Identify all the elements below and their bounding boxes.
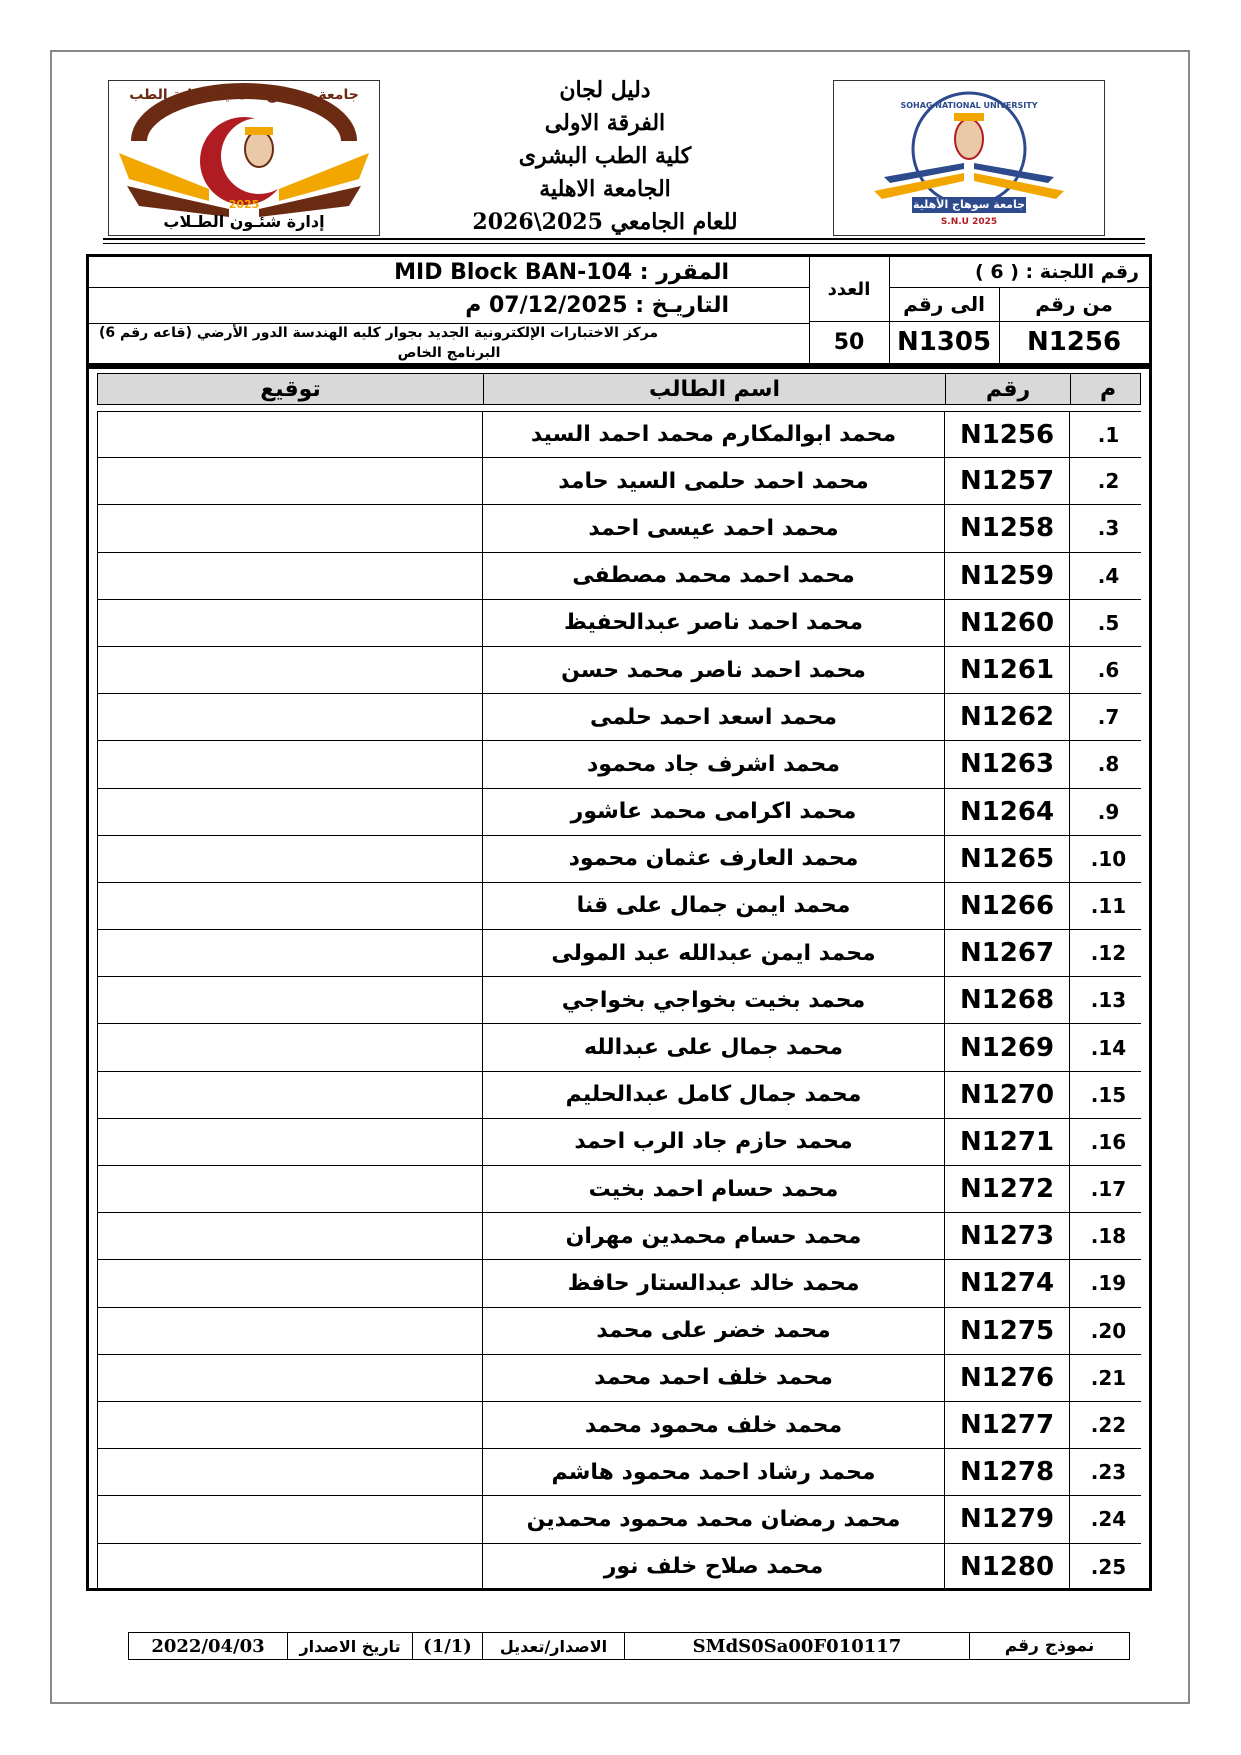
student-id: N1261 <box>944 647 1069 693</box>
table-header <box>97 373 1141 405</box>
table-row <box>97 553 1141 600</box>
signature-cell[interactable] <box>97 1166 482 1212</box>
header-divider <box>103 243 1145 244</box>
student-name: محمد جمال على عبدالله <box>482 1024 944 1070</box>
table-row <box>97 1308 1141 1355</box>
document-title <box>400 74 810 239</box>
program-name: البرنامج الخاص <box>397 345 501 361</box>
table-body <box>97 411 1141 1591</box>
faculty-logo-text: جامعة سوهاج الأهلية - كلية الطب <box>129 87 359 103</box>
signature-cell[interactable] <box>97 930 482 976</box>
student-name: محمد اشرف جاد محمود <box>482 741 944 787</box>
from-number-value: N1256 <box>1026 327 1122 357</box>
serial-number: .15 <box>1069 1072 1147 1118</box>
table-row <box>97 977 1141 1024</box>
table-row <box>97 1496 1141 1543</box>
form-number-label: نموذج رقم <box>969 1633 1129 1659</box>
student-name: محمد ايمن جمال على قنا <box>482 883 944 929</box>
student-id: N1275 <box>944 1308 1069 1354</box>
form-footer <box>128 1632 1130 1660</box>
serial-number: .11 <box>1069 883 1147 929</box>
serial-number: .25 <box>1069 1544 1147 1590</box>
student-id: N1272 <box>944 1166 1069 1212</box>
university-logo <box>833 80 1105 236</box>
serial-number: .1 <box>1069 412 1147 457</box>
student-id: N1268 <box>944 977 1069 1023</box>
student-id: N1258 <box>944 505 1069 551</box>
serial-number: .2 <box>1069 458 1147 504</box>
table-row <box>97 600 1141 647</box>
to-number-value: N1305 <box>896 327 992 357</box>
signature-cell[interactable] <box>97 789 482 835</box>
count-label: العدد <box>827 278 871 300</box>
student-name: محمد جمال كامل عبدالحليم <box>482 1072 944 1118</box>
student-name: محمد حسام محمدين مهران <box>482 1213 944 1259</box>
student-name: محمد بخيت بخواجي بخواجي <box>482 977 944 1023</box>
signature-cell[interactable] <box>97 1355 482 1401</box>
serial-number: .21 <box>1069 1355 1147 1401</box>
header-signature: توقيع <box>260 376 321 402</box>
student-name: محمد احمد عيسى احمد <box>482 505 944 551</box>
signature-cell[interactable] <box>97 1024 482 1070</box>
issue-date-value: 2022/04/03 <box>151 1635 265 1657</box>
header-student-id: رقم <box>945 374 1070 404</box>
signature-cell[interactable] <box>97 1449 482 1495</box>
student-id: N1269 <box>944 1024 1069 1070</box>
serial-number: .20 <box>1069 1308 1147 1354</box>
faculty-logo-year: 2025 <box>228 198 260 211</box>
signature-cell[interactable] <box>97 977 482 1023</box>
student-name: محمد ايمن عبدالله عبد المولى <box>482 930 944 976</box>
student-name: محمد حازم جاد الرب احمد <box>482 1119 944 1165</box>
student-name: محمد العارف عثمان محمود <box>482 836 944 882</box>
student-id: N1267 <box>944 930 1069 976</box>
title-line: كلية الطب البشرى <box>518 143 692 169</box>
student-name: محمد احمد محمد مصطفى <box>482 553 944 599</box>
exam-info-box <box>86 254 1152 366</box>
serial-number: .22 <box>1069 1402 1147 1448</box>
student-name: محمد خلف احمد محمد <box>482 1355 944 1401</box>
table-row <box>97 1260 1141 1307</box>
student-id: N1270 <box>944 1072 1069 1118</box>
signature-cell[interactable] <box>97 505 482 551</box>
table-row <box>97 883 1141 930</box>
table-row <box>97 1544 1141 1591</box>
faculty-logo <box>108 80 380 236</box>
table-row <box>97 836 1141 883</box>
signature-cell[interactable] <box>97 647 482 693</box>
student-name: محمد حسام احمد بخيت <box>482 1166 944 1212</box>
student-id: N1264 <box>944 789 1069 835</box>
signature-cell[interactable] <box>97 1308 482 1354</box>
university-logo-caption: جامعة سوهاج الأهلية <box>912 198 1026 211</box>
serial-number: .24 <box>1069 1496 1147 1542</box>
student-name: محمد خلف محمود محمد <box>482 1402 944 1448</box>
serial-number: .17 <box>1069 1166 1147 1212</box>
university-logo-text: SOHAG NATIONAL UNIVERSITY <box>900 101 1038 110</box>
signature-cell[interactable] <box>97 553 482 599</box>
signature-cell[interactable] <box>97 458 482 504</box>
student-name: محمد خالد عبدالستار حافظ <box>482 1260 944 1306</box>
student-name: محمد احمد حلمى السيد حامد <box>482 458 944 504</box>
serial-number: .6 <box>1069 647 1147 693</box>
student-name: محمد خضر على محمد <box>482 1308 944 1354</box>
serial-number: .9 <box>1069 789 1147 835</box>
signature-cell[interactable] <box>97 600 482 646</box>
signature-cell[interactable] <box>97 412 482 457</box>
student-id: N1256 <box>944 412 1069 457</box>
student-name: محمد اكرامى محمد عاشور <box>482 789 944 835</box>
student-id: N1260 <box>944 600 1069 646</box>
form-number-value: SMdS0Sa00F010117 <box>624 1633 969 1659</box>
student-id: N1259 <box>944 553 1069 599</box>
signature-cell[interactable] <box>97 836 482 882</box>
signature-cell[interactable] <box>97 1119 482 1165</box>
count-value: 50 <box>833 329 865 355</box>
signature-cell[interactable] <box>97 741 482 787</box>
header-serial: م <box>1070 374 1145 404</box>
version-label: الاصدار/تعديل <box>482 1633 624 1659</box>
serial-number: .18 <box>1069 1213 1147 1259</box>
table-row <box>97 1119 1141 1166</box>
serial-number: .12 <box>1069 930 1147 976</box>
student-name: محمد احمد ناصر محمد حسن <box>482 647 944 693</box>
student-name: محمد رمضان محمد محمود محمدين <box>482 1496 944 1542</box>
exam-location: مركز الاختبارات الإلكترونية الجديد بجوار كليه الهندسة الدور الأرضي (قاعه رقم 6) <box>99 325 659 341</box>
course-name: المقرر : MID Block BAN-104 <box>394 259 729 285</box>
table-row <box>97 1355 1141 1402</box>
signature-cell[interactable] <box>97 883 482 929</box>
student-id: N1265 <box>944 836 1069 882</box>
title-line: الفرقة الاولى <box>544 110 666 136</box>
university-logo-sub: S.N.U 2025 <box>940 217 998 227</box>
student-name: محمد رشاد احمد محمود هاشم <box>482 1449 944 1495</box>
student-name: محمد صلاح خلف نور <box>482 1544 944 1590</box>
serial-number: .13 <box>1069 977 1147 1023</box>
student-id: N1257 <box>944 458 1069 504</box>
serial-number: .23 <box>1069 1449 1147 1495</box>
student-table <box>86 366 1152 1591</box>
table-row <box>97 741 1141 788</box>
serial-number: .5 <box>1069 600 1147 646</box>
table-row <box>97 505 1141 552</box>
table-row <box>97 1166 1141 1213</box>
student-id: N1271 <box>944 1119 1069 1165</box>
serial-number: .7 <box>1069 694 1147 740</box>
student-id: N1278 <box>944 1449 1069 1495</box>
student-id: N1262 <box>944 694 1069 740</box>
serial-number: .3 <box>1069 505 1147 551</box>
student-id: N1263 <box>944 741 1069 787</box>
student-id: N1279 <box>944 1496 1069 1542</box>
signature-cell[interactable] <box>97 1496 482 1542</box>
student-name: محمد ابوالمكارم محمد احمد السيد <box>482 412 944 457</box>
student-id: N1280 <box>944 1544 1069 1590</box>
table-row <box>97 789 1141 836</box>
table-row <box>97 1449 1141 1496</box>
header-student-name: اسم الطالب <box>483 374 945 404</box>
student-id: N1277 <box>944 1402 1069 1448</box>
header-divider <box>103 238 1145 240</box>
student-id: N1274 <box>944 1260 1069 1306</box>
version-value: (1/1) <box>412 1633 482 1659</box>
signature-cell[interactable] <box>97 1213 482 1259</box>
title-line: للعام الجامعي 2025\2026 <box>472 209 738 235</box>
signature-cell[interactable] <box>97 1260 482 1306</box>
student-affairs-caption: إدارة شئـون الطـلاب <box>163 212 325 231</box>
table-row <box>97 647 1141 694</box>
student-id: N1266 <box>944 883 1069 929</box>
table-row <box>97 458 1141 505</box>
table-row <box>97 1072 1141 1119</box>
table-row <box>97 930 1141 977</box>
serial-number: .19 <box>1069 1260 1147 1306</box>
table-row <box>97 1024 1141 1071</box>
student-name: محمد احمد ناصر عبدالحفيظ <box>482 600 944 646</box>
student-name: محمد اسعد احمد حلمى <box>482 694 944 740</box>
serial-number: .14 <box>1069 1024 1147 1070</box>
signature-cell[interactable] <box>97 1402 482 1448</box>
serial-number: .4 <box>1069 553 1147 599</box>
student-id: N1276 <box>944 1355 1069 1401</box>
table-row <box>97 1402 1141 1449</box>
title-line: دليل لجان <box>559 77 651 103</box>
serial-number: .8 <box>1069 741 1147 787</box>
issue-date-label: تاريخ الاصدار <box>287 1633 412 1659</box>
serial-number: .10 <box>1069 836 1147 882</box>
table-row <box>97 694 1141 741</box>
signature-cell[interactable] <box>97 694 482 740</box>
signature-cell[interactable] <box>97 1544 482 1590</box>
exam-date: التاريـخ : 07/12/2025 م <box>465 292 729 318</box>
title-line: الجامعة الاهلية <box>539 176 671 202</box>
to-number-label: الى رقم <box>903 292 985 316</box>
table-row <box>97 411 1141 458</box>
serial-number: .16 <box>1069 1119 1147 1165</box>
student-id: N1273 <box>944 1213 1069 1259</box>
committee-number: رقم اللجنة : ( 6 ) <box>975 261 1139 283</box>
from-number-label: من رقم <box>1035 292 1113 316</box>
signature-cell[interactable] <box>97 1072 482 1118</box>
table-row <box>97 1213 1141 1260</box>
